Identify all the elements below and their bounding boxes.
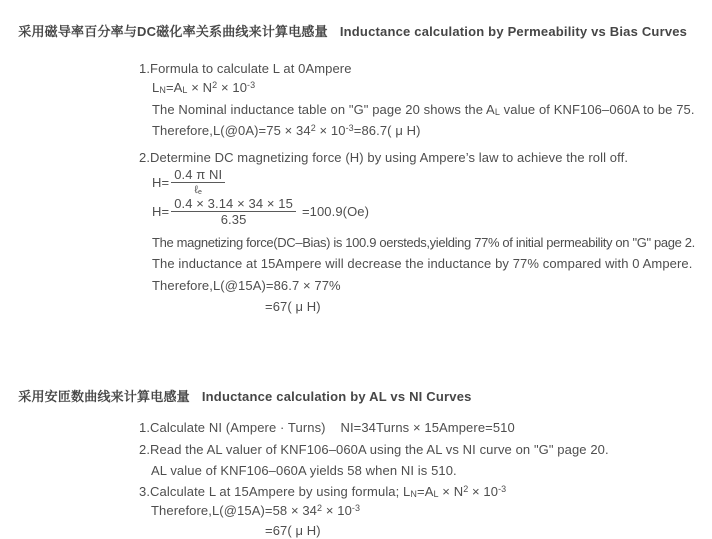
formula-text: H=: [152, 204, 170, 219]
s2-item2: 2.Read the AL valuer of KNF106–060A using the AL vs NI curve on "G" page 20.: [139, 442, 609, 457]
formula-sup: 2: [212, 80, 218, 90]
formula-text: =A: [165, 80, 183, 95]
formula-sup: -3: [345, 123, 354, 133]
formula-text: × 10: [217, 80, 248, 95]
s1-result-line: =67( μ H): [265, 299, 321, 314]
section2-title: [3, 373, 472, 421]
formula-text: H=: [152, 175, 170, 190]
fraction: [171, 168, 225, 197]
body-text: value of KNF106–060A to be 75.: [499, 102, 695, 117]
formula-text: =A: [417, 484, 434, 499]
formula-text: Therefore,L(@0A)=75 × 34: [152, 123, 311, 138]
s1-formula-h2: [152, 197, 369, 226]
formula-result: =100.9(Oe): [301, 204, 370, 219]
formula-text: ℓ: [194, 184, 199, 196]
formula-sup: 2: [463, 484, 469, 494]
formula-text: Therefore,L(@15A)=58 × 34: [151, 503, 318, 518]
s1-nominal-line: [152, 103, 695, 117]
s1-therefore-line: Therefore,L(@15A)=86.7 × 77%: [152, 278, 341, 293]
fraction-denominator: [171, 183, 225, 197]
fraction-denominator: 6.35: [220, 212, 247, 227]
s1-inductance-line: The inductance at 15Ampere will decrease the inductance by 77% compared with 0 Ampere.: [152, 256, 693, 271]
section1-title-zh: 采用磁导率百分率与DC磁化率关系曲线来计算电感量: [18, 24, 328, 39]
formula-sub: e: [198, 189, 203, 196]
s2-result-line: =67( μ H): [265, 523, 321, 538]
section1-title-en: Inductance calculation by Permeability vs Bias Curves: [339, 24, 688, 39]
formula-sub: L: [433, 489, 439, 499]
formula-sup: -3: [247, 80, 256, 90]
formula-text: × 10: [322, 503, 352, 518]
fraction-numerator: 0.4 × 3.14 × 34 × 15: [171, 197, 296, 212]
formula-sub: N: [159, 85, 166, 95]
formula-text: =86.7( μ H): [353, 123, 421, 138]
formula-sup: -3: [351, 503, 361, 513]
fraction: [171, 197, 296, 226]
s1-magnetizing-line: The magnetizing force(DC–Bias) is 100.9 oersteds,yielding 77% of initial permeability on "G" page 2.: [152, 235, 695, 250]
s1-item2-heading: 2.Determine DC magnetizing force (H) by using Ampere’s law to achieve the roll off.: [139, 150, 629, 165]
s2-item2-cont: AL value of KNF106–060A yields 58 when NI is 510.: [151, 463, 457, 478]
formula-text: 3.Calculate L at 15Ampere by using formula; L: [139, 484, 411, 499]
formula-sup: 2: [317, 503, 323, 513]
formula-sub: L: [494, 107, 500, 117]
formula-text: × N: [438, 484, 464, 499]
s1-formula-h1: [152, 168, 225, 197]
s2-therefore-line: [151, 504, 360, 518]
formula-sub: L: [182, 85, 188, 95]
fraction-numerator: 0.4 π NI: [171, 168, 225, 183]
s2-item1: 1.Calculate NI (Ampere · Turns) NI=34Turns × 15Ampere=510: [139, 420, 515, 435]
formula-text: × 10: [315, 123, 346, 138]
section1-title: [3, 8, 687, 56]
formula-sup: 2: [310, 123, 316, 133]
s1-item1-heading: 1.Formula to calculate L at 0Ampere: [139, 61, 352, 76]
formula-text: L: [152, 80, 160, 95]
section2-title-en: Inductance calculation by AL vs NI Curves: [201, 389, 472, 404]
formula-sub: N: [410, 489, 417, 499]
s2-item3: [139, 485, 506, 499]
body-text: The Nominal inductance table on "G" page 20 shows the A: [152, 102, 495, 117]
s1-l0a-line: [152, 124, 421, 138]
formula-text: × N: [187, 80, 213, 95]
formula-text: × 10: [468, 484, 499, 499]
s1-formula-ln: [152, 81, 255, 95]
formula-sup: -3: [498, 484, 507, 494]
section2-title-zh: 采用安匝数曲线来计算电感量: [18, 389, 190, 404]
